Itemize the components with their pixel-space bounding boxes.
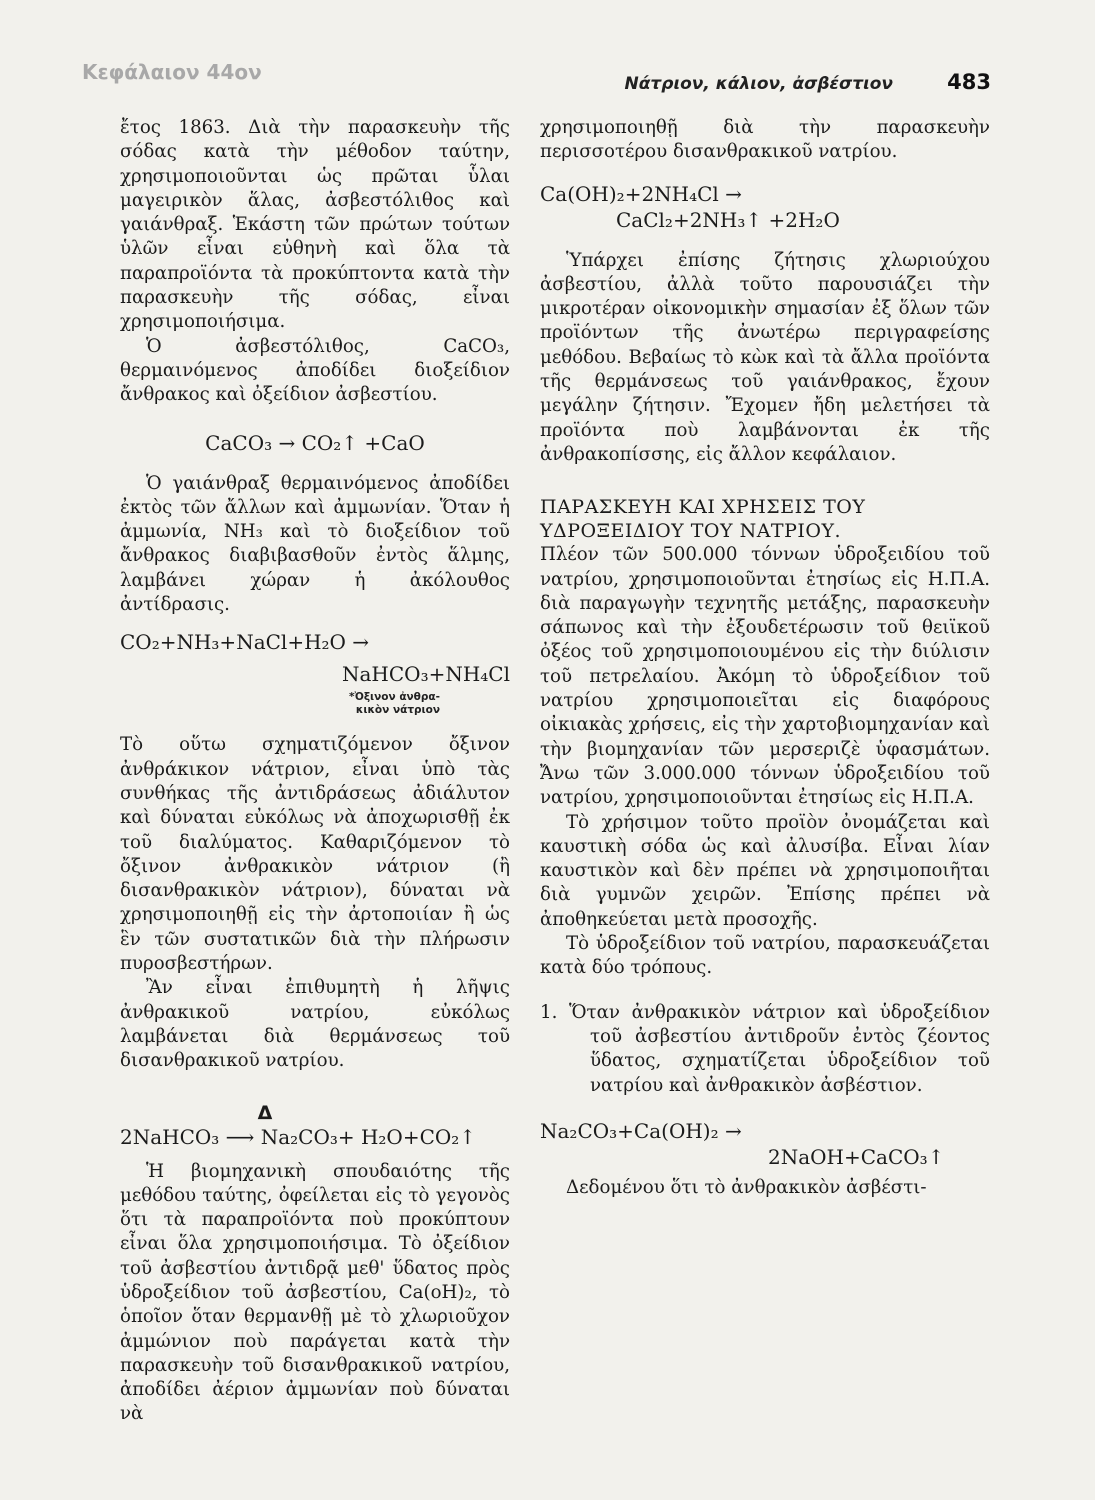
equation: CO₂+NH₃+NaCl+H₂O → — [120, 630, 370, 655]
paragraph: Ὁ γαιάνθραξ θερμαινόμενος ἀποδίδει ἐκτὸς τῶν ἄλλων καὶ ἀμμωνίαν. Ὅταν ἡ ἀμμωνία, NH₃ καὶ τὸ διοξείδιον τοῦ ἄνθρακος διαβιβασθοῦν ἐντὸς ἅλμης, λαμβάνει χώραν ἡ ἀκόλουθος ἀντίδρασις. — [120, 472, 510, 616]
paragraph: ἔτος 1863. Διὰ τὴν παρασκευὴν τῆς σόδας κατὰ τὴν μέθοδον ταύτην, χρησιμοποιοῦνται ὡς πρῶται ὗλαι μαγειρικὸν ἅλας, ἀσβεστόλιθος καὶ γαιάνθραξ. Ἑκάστη τῶν πρώτων τούτων ὑλῶν εἶναι εὐθηνὴ καὶ ὅλα τὰ παραπροϊόντα τὰ προκύπτοντα κατὰ τὴν παρασκευὴν τῆς σόδας, εἶναι χρησιμοποιήσιμα. — [120, 117, 510, 333]
paragraph: Τὸ ὑδροξείδιον τοῦ νατρίου, παρασκευάζεται κατὰ δύο τρόπους. — [540, 933, 990, 979]
equation-note: *Ὀξινον ἀνθρα- — [349, 691, 440, 704]
equation-note: κικὸν νάτριον — [355, 704, 440, 717]
paragraph: Ὁ ἀσβεστόλιθος, CaCO₃, θερμαινόμενος ἀποδίδει διοξείδιον ἄνθρακος καὶ ὀξείδιον ἀσβεστίου. — [120, 335, 510, 406]
paragraph: Ἂν εἶναι ἐπιθυμητὴ ἡ λῆψις ἀνθρακικοῦ νατρίου, εὐκόλως λαμβάνεται διὰ θερμάνσεως τοῦ δισανθρακικοῦ νατρίου. — [120, 977, 510, 1072]
section-heading: ΠΑΡΑΣΚΕΥΗ ΚΑΙ ΧΡΗΣΕΙΣ ΤΟΥ — [540, 496, 866, 519]
running-head — [0, 48, 1095, 94]
section-title: Νάτριον, κάλιον, ἀσβέστιον — [624, 74, 893, 94]
left-column — [120, 116, 510, 1427]
right-column — [540, 116, 990, 1200]
paragraph: Τὸ χρήσιμον τοῦτο προϊὸν ὀνομάζεται καὶ καυστικὴ σόδα ὡς καὶ ἀλυσίβα. Εἶναι λίαν καυστικὸν καὶ δὲν πρέπει νὰ χρησιμοποιῆται διὰ γυμνῶν χειρῶν. Ἐπίσης πρέπει νὰ ἀποθηκεύεται μετὰ προσοχῆς. — [540, 811, 990, 930]
paragraph: Δεδομένου ὅτι τὸ ἀνθρακικὸν ἀσβέστι- — [566, 1176, 927, 1198]
paragraph: Ἡ βιομηχανικὴ σπουδαιότης τῆς μεθόδου ταύτης, ὀφείλεται εἰς τὸ γεγονὸς ὅτι τὰ παραπροϊόντα ποὺ προκύπτουν εἶναι ὅλα χρησιμοποιήσιμα. Τὸ ὀξείδιον τοῦ ἀσβεστίου ἀντιδρᾷ μεθ' ὕδατος πρὸς ὑδροξείδιον τοῦ ἀσβεστίου, Ca(oH)₂, τὸ ὁποῖον ὅταν θερμανθῇ μὲ τὸ χλωριοῦχον ἀμμώνιον ποὺ παράγεται κατὰ τὴν παρασκευὴν τοῦ δισανθρακικοῦ νατρίου, ἀποδίδει ἀέριον ἀμμωνίαν ποὺ δύναται νὰ — [120, 1160, 510, 1425]
equation: 2NaHCO₃ ⟶ Na₂CO₃+ H₂O+CO₂↑ — [120, 1124, 477, 1149]
paragraph: Τὸ οὕτω σχηματιζόμενον ὄξινον ἀνθράκικον νάτριον, εἶναι ὑπὸ τὰς συνθήκας τῆς ἀντιδράσεως ἀδιάλυτον καὶ δύναται εὐκόλως νὰ ἀποχωρισθῇ ἐκ τοῦ διαλύματος. Καθαριζόμενον τὸ ὄξινον ἀνθρακικὸν νάτριον (ἢ δισανθρακικὸν νάτριον), δύναται νὰ χρησιμοποιηθῇ εἰς τὴν ἀρτοποιίαν ἢ ὡς ἓν τῶν συστατικῶν διὰ τὴν πλήρωσιν πυροσβεστήρων. — [120, 734, 510, 975]
list-item: 1. Ὅταν ἀνθρακικὸν νάτριον καὶ ὑδροξείδιον τοῦ ἀσβεστίου ἀντιδροῦν ἐντὸς ζέοντος ὕδατος, σχηματίζεται ὑδροξείδιον τοῦ νατρίου καὶ ἀνθρακικὸν ἀσβέστιον. — [540, 1001, 990, 1096]
equation: NaHCO₃+NH₄Cl — [342, 662, 510, 687]
delta-symbol: Δ — [257, 1101, 273, 1124]
equation: CaCl₂+2NH₃↑ +2H₂O — [616, 207, 840, 232]
paragraph: χρησιμοποιηθῇ διὰ τὴν παρασκευὴν περισσοτέρου δισανθρακικοῦ νατρίου. — [540, 117, 990, 163]
page-number: 483 — [947, 70, 991, 94]
equation: Ca(OH)₂+2NH₄Cl → — [540, 181, 742, 206]
equation: CaCO₃ → CO₂↑ +CaO — [205, 430, 425, 455]
equation: 2NaOH+CaCO₃↑ — [768, 1144, 945, 1169]
section-heading: ΥΔΡΟΞΕΙΔΙΟΥ ΤΟΥ ΝΑΤΡΙΟΥ. — [540, 520, 842, 543]
equation: Na₂CO₃+Ca(OH)₂ → — [540, 1118, 742, 1143]
chapter-label: Κεφάλαιον 44ον — [82, 60, 262, 84]
paragraph: Ὑπάρχει ἐπίσης ζήτησις χλωριούχου ἀσβεστίου, ἀλλὰ τοῦτο παρουσιάζει τὴν μικροτέραν οἰκονομικὴν σημασίαν ἐξ ὅλων τῶν προϊόντων τῆς ἀνωτέρω περιγραφείσης μεθόδου. Βεβαίως τὸ κὼκ καὶ τὰ ἄλλα προϊόντα τῆς θερμάνσεως τοῦ γαιάνθρακος, ἔχουν μεγάλην ζήτησιν. Ἔχομεν ἤδη μελετήσει τὰ προϊόντα ποὺ λαμβάνονται ἐκ τῆς ἀνθρακοπίσσης, εἰς ἄλλον κεφάλαιον. — [540, 249, 990, 465]
paragraph: Πλέον τῶν 500.000 τόννων ὑδροξειδίου τοῦ νατρίου, χρησιμοποιοῦνται ἐτησίως εἰς Η.Π.Α. διὰ παραγωγὴν τεχνητῆς μετάξης, παρασκευὴν σάπωνος καὶ τὴν ἐξουδετέρωσιν τοῦ θειϊκοῦ ὀξέος τοῦ χρησιμοποιουμένου εἰς τὴν διύλισιν τοῦ πετρελαίου. Ἀκόμη τὸ ὑδροξείδιον τοῦ νατρίου χρησιμοποιεῖται εἰς διαφόρους οἰκιακὰς χρήσεις, εἰς τὴν χαρτοβιομηχανίαν καὶ τὴν βιομηχανίαν τῶν μερσεριζὲ ὑφασμάτων. Ἄνω τῶν 3.000.000 τόννων ὑδροξειδίου τοῦ νατρίου, χρησιμοποιοῦνται ἐτησίως εἰς Η.Π.Α. — [540, 544, 990, 809]
